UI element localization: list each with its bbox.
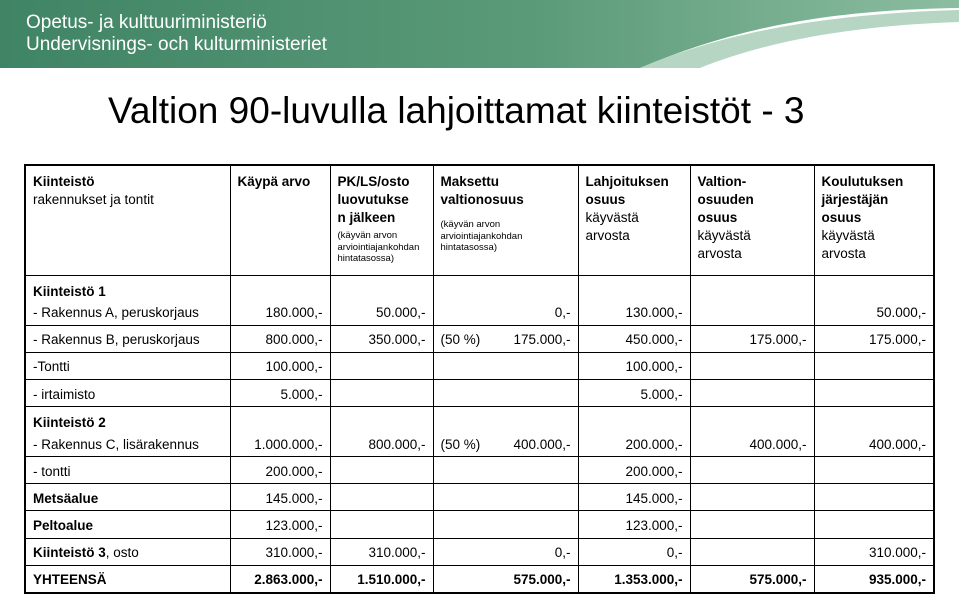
cell-kaypa: 200.000,- <box>230 457 330 484</box>
row-name: Metsäalue <box>25 484 230 511</box>
cell-pk: 310.000,- <box>330 538 433 565</box>
header-pk-ls-osto <box>330 165 433 275</box>
header-pk-line2: luovutukse <box>337 192 409 207</box>
cell-valtion <box>690 380 814 407</box>
row-name: - irtaimisto <box>25 380 230 407</box>
total-valtion: 575.000,- <box>690 565 814 593</box>
cell-pk <box>330 380 433 407</box>
row-name: - Rakennus A, peruskorjaus <box>25 299 230 326</box>
table-row <box>25 352 934 379</box>
cell-kaypa: 5.000,- <box>230 380 330 407</box>
cell-valtion <box>690 352 814 379</box>
cell-valtion <box>690 538 814 565</box>
cell-maksettu: 0,- <box>433 538 578 565</box>
k1-label: Kiinteistö 1 <box>25 275 230 298</box>
cell-maksettu <box>433 430 578 457</box>
header-lahjoitus-line3: käyvästä <box>585 210 639 225</box>
cell-maksettu <box>433 352 578 379</box>
header-maksettu <box>433 165 578 275</box>
total-maksettu: 575.000,- <box>433 565 578 593</box>
cell-kaypa: 100.000,- <box>230 352 330 379</box>
header-maksettu-line2: valtionosuus <box>440 192 524 207</box>
cell-lahjoitus: 200.000,- <box>578 457 690 484</box>
header-valtion-line1: Valtion- <box>697 174 747 189</box>
header-kaypa-arvo <box>230 165 330 275</box>
table-row-total <box>25 565 934 593</box>
cell-lahjoitus: 0,- <box>578 538 690 565</box>
table-row <box>25 325 934 352</box>
cell-pk: 50.000,- <box>330 299 433 326</box>
header-valtion-line3: osuus <box>697 210 738 225</box>
k3-label-rest: , osto <box>105 545 139 561</box>
k3-label: Kiinteistö 3 <box>33 545 106 561</box>
total-kaypa: 2.863.000,- <box>230 565 330 593</box>
header-lahjoitus <box>578 165 690 275</box>
header-maksettu-note: (käyvän arvon arviointiajankohdan hintatasossa) <box>440 219 523 253</box>
table-row <box>25 299 934 326</box>
cell-percent: (50 %) <box>440 332 481 348</box>
total-pk: 1.510.000,- <box>330 565 433 593</box>
cell-maksettu-value: 400.000,- <box>513 436 571 452</box>
ministry-name <box>26 12 327 56</box>
cell-kaypa: 1.000.000,- <box>230 430 330 457</box>
cell-koulutus: 50.000,- <box>814 299 934 326</box>
table-row <box>25 380 934 407</box>
cell-lahjoitus: 5.000,- <box>578 380 690 407</box>
header-pk-line3: n jälkeen <box>337 210 396 225</box>
table-row <box>25 484 934 511</box>
table-row <box>25 457 934 484</box>
cell-lahjoitus: 450.000,- <box>578 325 690 352</box>
cell-maksettu: 0,- <box>433 299 578 326</box>
header-lahjoitus-line2: osuus <box>585 192 626 207</box>
header-maksettu-line1: Maksettu <box>440 174 500 189</box>
row-name: - Rakennus C, lisärakennus <box>25 430 230 457</box>
row-name: - Rakennus B, peruskorjaus <box>25 325 230 352</box>
total-label: YHTEENSÄ <box>25 565 230 593</box>
cell-maksettu-value: 175.000,- <box>513 332 571 348</box>
cell-lahjoitus: 130.000,- <box>578 299 690 326</box>
header-kiinteisto <box>25 165 230 275</box>
cell-koulutus: 175.000,- <box>814 325 934 352</box>
total-lahjoitus: 1.353.000,- <box>578 565 690 593</box>
cell-percent: (50 %) <box>440 436 481 452</box>
page-title: Valtion 90-luvulla lahjoittamat kiinteistöt - 3 <box>108 90 805 131</box>
header-kiinteisto-sub: rakennukset ja tontit <box>33 192 154 207</box>
row-name <box>25 538 230 565</box>
cell-koulutus <box>814 457 934 484</box>
table-row <box>25 430 934 457</box>
total-koulutus: 935.000,- <box>814 565 934 593</box>
cell-maksettu <box>433 457 578 484</box>
table-row <box>25 538 934 565</box>
header-koulutus-line2: järjestäjän <box>821 192 889 207</box>
cell-pk <box>330 457 433 484</box>
cell-lahjoitus: 145.000,- <box>578 484 690 511</box>
header-koulutus-line5: arvosta <box>821 246 866 261</box>
ministry-name-fi: Opetus- ja kulttuuriministeriö <box>26 12 267 33</box>
header-lahjoitus-line4: arvosta <box>585 228 630 243</box>
table-row-k2-label <box>25 407 934 430</box>
cell-pk <box>330 352 433 379</box>
header-kiinteisto-title: Kiinteistö <box>33 174 95 189</box>
cell-kaypa: 800.000,- <box>230 325 330 352</box>
header-pk-line1: PK/LS/osto <box>337 174 410 189</box>
cell-pk: 800.000,- <box>330 430 433 457</box>
row-name: -Tontti <box>25 352 230 379</box>
cell-koulutus <box>814 380 934 407</box>
cell-valtion <box>690 299 814 326</box>
header-pk-note: (käyvän arvon arviointiajankohdan hintatasossa) <box>337 230 420 264</box>
cell-koulutus: 310.000,- <box>814 538 934 565</box>
header-lahjoitus-line1: Lahjoituksen <box>585 174 669 189</box>
header-koulutus-line4: käyvästä <box>821 228 875 243</box>
cell-valtion: 175.000,- <box>690 325 814 352</box>
header-valtionosuus <box>690 165 814 275</box>
cell-lahjoitus: 123.000,- <box>578 511 690 538</box>
table-header-row <box>25 165 934 275</box>
cell-koulutus <box>814 352 934 379</box>
cell-maksettu <box>433 380 578 407</box>
cell-kaypa: 310.000,- <box>230 538 330 565</box>
header-valtion-line5: arvosta <box>697 246 742 261</box>
row-name: Peltoalue <box>25 511 230 538</box>
cell-kaypa: 123.000,- <box>230 511 330 538</box>
header-koulutus-line1: Koulutuksen <box>821 174 904 189</box>
header-valtion-line4: käyvästä <box>697 228 751 243</box>
cell-pk: 350.000,- <box>330 325 433 352</box>
cell-valtion: 400.000,- <box>690 430 814 457</box>
ministry-name-sv: Undervisnings- och kulturministeriet <box>26 34 327 55</box>
header-kaypa-label: Käypä arvo <box>237 174 311 189</box>
header-valtion-line2: osuuden <box>697 192 754 207</box>
k2-label: Kiinteistö 2 <box>25 407 230 430</box>
table-row <box>25 511 934 538</box>
property-table <box>24 164 935 594</box>
cell-valtion <box>690 457 814 484</box>
cell-koulutus: 400.000,- <box>814 430 934 457</box>
header-koulutus <box>814 165 934 275</box>
cell-maksettu <box>433 325 578 352</box>
row-name: - tontti <box>25 457 230 484</box>
cell-lahjoitus: 200.000,- <box>578 430 690 457</box>
table-row-k1-label <box>25 275 934 298</box>
header-koulutus-line3: osuus <box>821 210 862 225</box>
cell-kaypa: 180.000,- <box>230 299 330 326</box>
ministry-banner <box>0 0 959 68</box>
cell-kaypa: 145.000,- <box>230 484 330 511</box>
cell-lahjoitus: 100.000,- <box>578 352 690 379</box>
